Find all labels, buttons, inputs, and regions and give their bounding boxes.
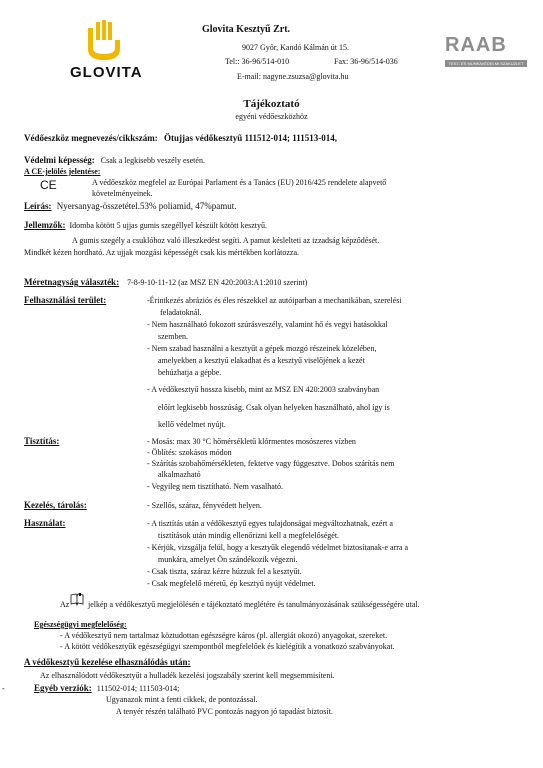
description-label: Leírás: (24, 201, 52, 211)
usage-line: feladatoknál. (160, 308, 202, 317)
usage-line: - Nem használható fokozott szúrásveszély, valamint hő és vegyi hatásokkal (147, 320, 388, 329)
cleaning-line: - Vegyileg nem tisztítható. Nem vasalható. (147, 482, 284, 491)
use-label: Használat: (24, 518, 66, 528)
usage-line: behúzhatja a gépbe. (158, 368, 222, 377)
company-name: Glovita Kesztyű Zrt. (202, 24, 291, 35)
usage-line: előírt legkisebb hosszúság. Csak olyan helyeken használható, ahol így is (158, 403, 390, 412)
usage-line: -Érintkezés abráziós és éles részekkel az autóiparban a mechanikában, szerelési (147, 296, 402, 305)
use-line: tisztítások után mindig ellenőrizni kell a megfelelőségét. (158, 531, 340, 540)
glovita-logo (66, 18, 158, 84)
ce-text-line2: követelményeinek. (92, 189, 153, 198)
other-versions-value: 111502-014; 111503-014; (96, 684, 180, 693)
company-email: E-mail: nagyne.zsuzsa@glovita.hu (237, 72, 349, 81)
protection-label: Védelmi képesség: (24, 155, 95, 165)
raab-tagline: TEST- ÉS MUNKAVÉDELMI SZAKÜZLET (445, 60, 527, 67)
product-label: Védőeszköz megnevezés/cikkszám: (24, 133, 158, 143)
document-title: Tájékoztató (243, 98, 300, 110)
disposal-label: A védőkesztyű kezelése elhasználódás után: (24, 657, 191, 667)
logo-text: GLOVITA (70, 64, 143, 81)
health-line: - A védőkesztyű nem tartalmaz köztudottan egészségre káros (pl. allergiát okozó) anyagokat, szereket. (60, 631, 388, 640)
product-line (24, 133, 337, 143)
health-line: - A kötött védőkesztyűk egészségügyi szempontból megfelelőek és kielégítik a vonatkozó szabványokat. (60, 642, 395, 651)
other-versions-line2: Ugyanazok mint a fenti cikkek, de pontozással. (106, 695, 258, 704)
cleaning-line: - Szárítás szobahőmérsékleten, fektetve vagy függesztve. Dobos szárítás nem (147, 459, 395, 468)
cleaning-line: - Öblítés: szokásos módon (147, 448, 232, 457)
product-value: Ötujjas védőkesztyű 111512-014; 111513-014, (163, 133, 337, 143)
use-line: munkára, amelyet Ön szándékozik végezni. (158, 555, 298, 564)
company-tel: Tel:: 36-96/514-010 (225, 57, 290, 66)
features-value: Idomba kötött 5 ujjas gumis szegéllyel készült kötött kesztyű. (69, 221, 268, 230)
usage-line: szemben. (158, 332, 188, 341)
book-icon (70, 593, 84, 606)
usage-line: - Nem szabad használni a kesztyűt a gépek mozgó részeinek közelében, (147, 344, 377, 353)
raab-logo-text: RAAB (445, 34, 507, 56)
features-label: Jellemzők: (24, 220, 66, 230)
other-versions-line3: A tenyér részén található PVC pontozás nagyon jó tapadást biztosít. (116, 707, 333, 716)
sizes-value: 7-8-9-10-11-12 (az MSZ EN 420:2003:A1:2010 szerint) (127, 278, 308, 287)
handling-value: - Szellős, száraz, fényvédett helyen. (147, 501, 262, 510)
protection-value: Csak a legkisebb veszély esetén. (100, 156, 205, 165)
sizes-line (24, 277, 307, 287)
use-line: - Csak tiszta, száraz kézre húzzuk fel a kesztyűt. (147, 567, 302, 576)
usage-line: - A védőkesztyű hossza kisebb, mint az MSZ EN 420:2003 szabványban (147, 385, 380, 394)
usage-line: kellő védelmet nyújt. (158, 420, 226, 429)
handling-label: Kezelés, tárolás: (24, 500, 87, 510)
description-value: Nyersanyag-összetétel.53% poliamid, 47%pamut. (56, 201, 237, 211)
other-versions-line (34, 683, 179, 693)
usage-label: Felhasználási terület: (24, 295, 107, 305)
use-line: - A tisztítás után a védőkesztyű egyes tulajdonságai megváltozhatnak, ezért a (147, 519, 393, 528)
manual-note-prefix: Az (60, 600, 70, 609)
ce-label: A CE-jelölés jelentése: (24, 167, 101, 176)
document-subtitle: egyéni védőeszközhöz (235, 112, 308, 121)
use-line: - Csak megfelelő méretű, ép kesztyű nyújt védelmet. (147, 579, 316, 588)
use-line: - Kérjük, vizsgálja felül, hogy a kesztyűk elegendő védelmet biztosítanak-e arra a (147, 543, 409, 552)
disposal-line: Az elhasználódott védőkesztyűt a hulladék kezelési jogszabály szerint kell megsemmisíteni. (40, 671, 335, 680)
company-address: 9027 Győr, Kandó Kálmán út 15. (242, 43, 349, 52)
company-fax: Fax: 36-96/514-036 (334, 57, 398, 66)
features-line2: A gumis szegély a csuklóhoz való illeszkedést segíti. A pamut késlelteti az izzadság képződését. (72, 236, 380, 245)
usage-line: amelyekben a kesztyű elakadhat és a kesztyű viselőjének a kezét (158, 356, 365, 365)
sizes-label: Méretnagyság választék: (24, 277, 120, 287)
ce-mark-icon: CE (40, 178, 57, 192)
cleaning-label: Tisztítás: (24, 436, 60, 446)
raab-logo (443, 34, 531, 74)
protection-line (24, 155, 205, 165)
features-line (24, 220, 267, 230)
description-line (24, 201, 236, 211)
health-label: Egészségügyi megfelelőség: (34, 620, 127, 629)
cleaning-line: - Mosás: max 30 °C hőmérsékletű klórmentes mosószeres vízben (147, 437, 356, 446)
cleaning-line: alkalmazható (158, 470, 201, 479)
features-line3: Mindkét kézen hordható. Az ujjak mozgási képességét csak kis mértékben korlátozza. (24, 248, 300, 257)
manual-note-text: jelkép a védőkesztyű megjelölésén e tájékoztató meglétére és tanulmányozásának szükségességére utal. (88, 600, 420, 609)
margin-mark: - (2, 684, 5, 693)
ce-text-line1: A védőeszköz megfelel az Európai Parlament és a Tanács (EU) 2016/425 rendelete alapvető (92, 178, 387, 187)
other-versions-label: Egyéb verziók: (34, 683, 92, 693)
